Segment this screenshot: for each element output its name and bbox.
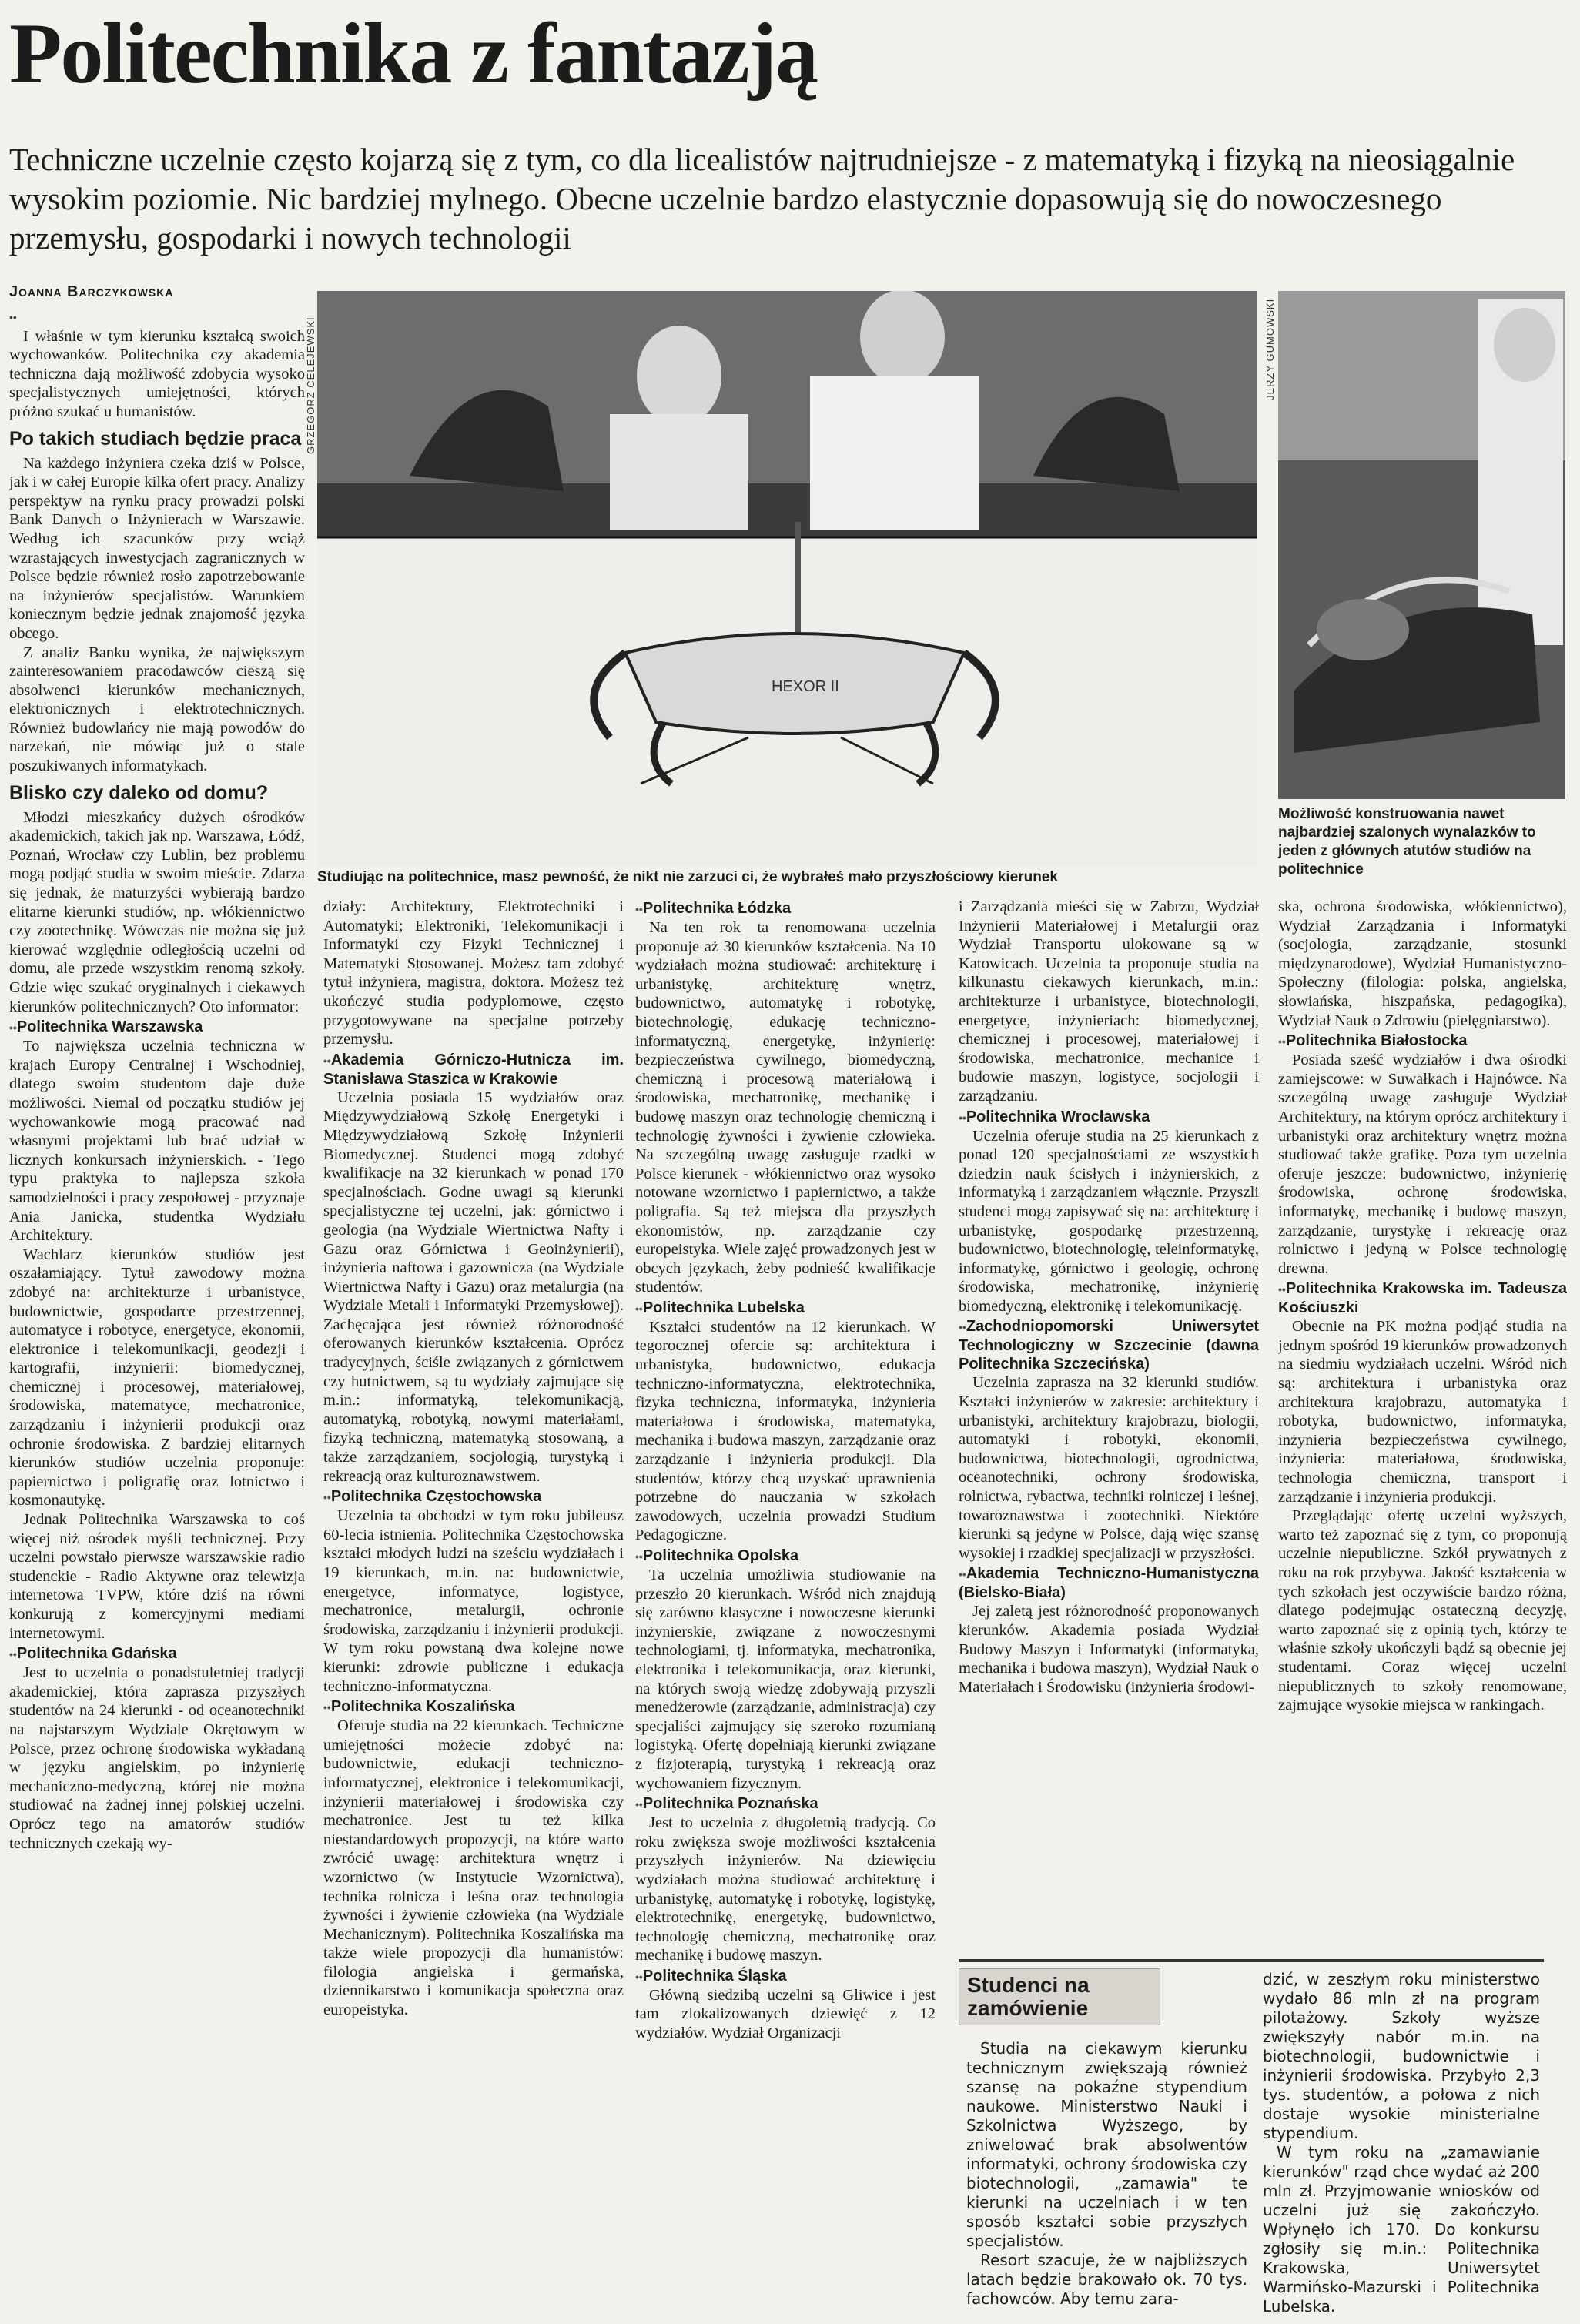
university-heading: •• Politechnika Opolska [635,1547,936,1566]
paragraph: Studia na ciekawym kierunku technicznym zwiększają również szansę na pokaźne stypendium naukowe. Ministerstwo Nauki i Szkolnictwa Wyższego, by zniwelować brak absolwentów informatyki, ochrony środowiska czy biotechnologii, „zamawia" te kierunki na uczelniach i w ten sposób kształci sobie przyszłych specjalistów. [966,2039,1247,2250]
paragraph: Z analiz Banku wynika, że największym zainteresowaniem pracodawców cieszą się absolwenci kierunków mechanicznych, elektronicznych i elektrotechnicznych. Również budowlańcy nie mają powodów do narzekań, nie mówiąc już o stale poszukiwanych informatykach. [9,644,305,775]
article-lead: Techniczne uczelnie często kojarzą się z tym, co dla licealistów najtrudniejsze - z matematyką i fizyką na nieosiągalnie wysokim poziomie. Nic bardziej mylnego. Obecne uczelnie bardzo elastycznie dopasowują się do nowoczesnego przemysłu, gospodarki i nowych technologii [9,142,1515,256]
paragraph: Główną siedzibą uczelni są Gliwice i jest tam zlokalizowanych dziewięć z 12 wydziałów. Wydział Organizacji [635,1986,936,2042]
column-2 [323,898,624,2322]
bullet-dots: •• [9,311,17,323]
university-heading: •• Akademia Górniczo-Hutnicza im. Stanisława Staszica w Krakowie [323,1051,624,1088]
main-photo [317,291,1257,867]
article-headline: Politechnika z fantazją [9,6,817,102]
paragraph: W tym roku na „zamawianie kierunków" rząd chce wydać aż 200 mln zł. Przyjmowanie wniosków od uczelni już się zakończyło. Wpłynęło ich 170. Do konkursu zgłosiły się m.in.: Politechnika Krakowska, Uniwersytet Warmińsko-Mazurski i Politechnika Lubelska. [1263,2143,1540,2316]
university-heading: •• Politechnika Białostocka [1278,1032,1567,1051]
sidebar-box [959,1959,1544,2324]
robot-photo-illustration [317,291,1257,867]
university-heading: •• Zachodniopomorski Uniwersytet Technologiczny w Szczecinie (dawna Politechnika Szczecińska) [959,1317,1259,1373]
university-heading: •• Politechnika Lubelska [635,1299,936,1318]
paragraph: Jest to uczelnia o ponadstuletniej tradycji akademickiej, która zaprasza przyszłych studentów na 24 kierunki - od oceanotechniki na najstarszym Wydziale Okrętowym w Polsce, przez ochronę środowiska wykładaną w języku angielskim, po inżynierię mechaniczno-medyczną, której nie można studiować na żadnej innej polskiej uczelni. Oprócz tego na amatorów studiów technicznych czekają wy- [9,1664,305,1852]
paragraph: Oferuje studia na 22 kierunkach. Techniczne umiejętności możecie zdobyć na: budownictwie, edukacji techniczno-informatycznej, elektronice i telekomunikacji, inżynierii materiałowej i środowiska czy mechatronice. Jest tu też kilka niestandardowych propozycji, na które warto zwrócić uwagę: architektura wnętrz i wzornictwo (w Instytucie Wzornictwa), technika rolnicza i leśna oraz technologia żywności i żywienie człowieka (na Wydziale Mechanicznym). Politechnika Koszalińska ma także wiele propozycji dla humanistów: filologia angielska i germańska, dziennikarstwo i komunikacja społeczna oraz europeistyka. [323,1717,624,2019]
paragraph: Uczelnia ta obchodzi w tym roku jubileusz 60-lecia istnienia. Politechnika Częstochowska kształci młodych ludzi na sześciu wydziałach i 19 kierunkach, m.in. na: budownictwie, energetyce, informatyce, logistyce, mechatronice, metalurgii, ochronie środowiska, zarządzaniu i inżynierii produkcji. W tym roku powstaną dwa kolejne nowe kierunki: zdrowie publiczne i edukacja techniczno-informatyczna. [323,1507,624,1695]
main-photo-caption: Studiując na politechnice, masz pewność, że nikt nie zarzuci ci, że wybrałeś mało przyszłościowy kierunek [317,869,1058,885]
paragraph: Kształci studentów na 12 kierunkach. W tegorocznej ofercie są: architektura i urbanistyka, budownictwo, edukacja techniczno-informatyczna, elektrotechnika, fizyka techniczna, informatyka, inżynieria materiałowa i środowiska, matematyka, mechanika i budowa maszyn, zarządzanie oraz zarządzanie i inżynieria produkcji. Dla studentów, którzy chcą uzyskać uprawnienia potrzebne do nauczania w szkołach zawodowych, uczelnia prowadzi Studium Pedagogiczne. [635,1318,936,1544]
paragraph: Posiada sześć wydziałów i dwa ośrodki zamiejscowe: w Suwałkach i Hajnówce. Na szczególną uwagę zasługuje Wydział Architektury, na którym oprócz architektury i urbanistyki oraz architektury wnętrz można studiować także grafikę. Poza tym uczelnia oferuje jeszcze: budownictwo, inżynierię środowiska, ochronę środowiska, informatykę, mechanikę i budowę maszyn, zarządzanie, turystykę i rekreację oraz rolnictwo i jedyną w Polsce technologię drewna. [1278,1052,1567,1277]
paragraph: To największa uczelnia techniczna w krajach Europy Centralnej i Wschodniej, dlatego swoim studentom daje duże możliwości. Niemal od początku studiów jej wychowankowie mogą pracować nad własnymi projektami lub brać udział w licznych konkursach inżynierskich. - Tego typu praktyka to najlepsza szkoła samodzielności i pracy zespołowej - przyznaje Ania Janicka, studentka Wydziału Architektury. [9,1038,305,1245]
paragraph: Uczelnia oferuje studia na 25 kierunkach z ponad 120 specjalnościami ze wszystkich dziedzin nauk ścisłych i inżynierskich, z informatyką i zarządzaniem włącznie. Przyszli studenci mogą zapisywać się na: architekturę i urbanistykę, gospodarkę przestrzenną, budownictwo, biotechnologię, teleinformatykę, informatykę, górnictwo i geologię, ochronę środowiska, mechatronikę, inżynierię biomedyczną, elektronikę i telekomunikację. [959,1127,1259,1315]
paragraph: Jednak Politechnika Warszawska to coś więcej niż ośrodek myśli technicznej. Przy uczelni powstało pierwsze warszawskie radio studenckie - Radio Aktywne oraz telewizja internetowa TVPW, które dziś na równi konkurują z komercyjnymi mediami internetowymi. [9,1511,305,1642]
paragraph: działy: Architektury, Elektrotechniki i Automatyki; Elektroniki, Telekomunikacji i Informatyki czy Fizyki Technicznej i Matematyki Stosowanej. Możesz tam zdobyć tytuł inżyniera, magistra, doktora. Możesz też ukończyć studia podyplomowe, często przygotowywane na specjalne potrzeby przemysłu. [323,898,624,1048]
paragraph: ska, ochrona środowiska, włókiennictwo), Wydział Zarządzania i Informatyki (socjologia, zarządzanie, stosunki międzynarodowe), Wydział Humanistyczno-Społeczny (filologia: polska, angielska, słowiańska, hiszpańska, pedagogika), Wydział Nauk o Zdrowiu (pielęgniarstwo). [1278,898,1567,1029]
university-heading: •• Politechnika Koszalińska [323,1697,624,1717]
university-heading: •• Akademia Techniczno-Humanistyczna (Bielsko-Biała) [959,1564,1259,1602]
paragraph: Wachlarz kierunków studiów jest oszałamiający. Tytuł zawodowy można zdobyć na: architekturze i urbanistyce, budownictwie, gospodarce przestrzennej, automatyce i robotyce, energetyce, ekonomii, elektronice i telekomunikacji, geodezji i kartografii, inżynierii: biomedycznej, chemicznej i procesowej, materiałowej, środowiska, matematyce, mechatronice, zarządzaniu i inżynierii produkcji oraz ochronie środowiska. Z bardziej elitarnych kierunków studiów uczelnia proponuje: papiernictwo i poligrafię oraz lotnictwo i kosmonautykę. [9,1246,305,1510]
intro-paragraph: I właśnie w tym kierunku kształcą swoich wychowanków. Politechnika czy akademia techniczna dają możliwość zdobycia wysoko specjalistycznych umiejętności, których próżno szukać u humanistów. [9,327,305,420]
paragraph: Uczelnia posiada 15 wydziałów oraz Międzywydziałową Szkołę Energetyki i Międzywydziałową Szkołę Inżynierii Biomedycznej. Studenci mogą zdobyć kwalifikacje na 32 kierunkach w ponad 170 specjalnościach. Godne uwagi są kierunki specjalistyczne tej uczelni, jak: górnictwo i geologia (na Wydziale Wiertnictwa Nafty i Gazu oraz Górnictwa i Geoinżynierii), inżynieria naftowa i gazownicza (na Wydziale Wiertnictwa Nafty i Gazu) oraz metalurgia (na Wydziale Metali i Informatyki Przemysłowej). Zachęcająca jest również różnorodność oferowanych kierunków kształcenia. Oprócz tradycyjnych, ściśle związanych z górnictwem czy hutnictwem, są tu wydziały zajmujące się m.in.: informatyką, telekomunikacją, automatyką, robotyką, nowymi materiałami, fizyką techniczną, matematyką stosowaną, a także zarządzaniem, socjologią, turystyką i rekreacją oraz kulturoznawstwem. [323,1088,624,1485]
paragraph: Resort szacuje, że w najbliższych latach będzie brakowało ok. 70 tys. fachowców. Aby temu zara- [966,2251,1247,2308]
robot-label: HEXOR II [772,678,839,695]
paragraph: Na ten rok ta renomowana uczelnia proponuje aż 30 kierunków kształcenia. Na 10 wydziałach można studiować: architekturę i urbanistykę, architekturę wnętrz, budownictwo, automatykę i robotykę, biotechnologię, edukację techniczno-informatyczną, energetykę, inżynierię: bezpieczeństwa cywilnego, biomedyczną, chemiczną i procesową materiałową i środowiska, mechatronikę, mechanikę i budowę maszyn oraz technologię chemiczną i technologię żywności i żywienie człowieka. Na szczególną uwagę zasługuje rzadki w Polsce kierunek - włókiennictwo oraz wysoko notowane wzornictwo i papiernictwo, a także poligrafia. Są też miejsca dla przyszłych ekonomistów, np. zarządzanie czy europeistyka. Wiele zajęć prowadzonych jest w obcych językach, żeby podnieść kwalifikacje studentów. [635,919,936,1296]
paragraph: Obecnie na PK można podjąć studia na jednym spośród 19 kierunków prowadzonych na siedmiu wydziałach uczelni. Wśród nich są: architektura i urbanistyka oraz architektura krajobrazu, automatyka i robotyka, budownictwo, informatyka, inżynieria bezpieczeństwa cywilnego, inżynieria: materiałowa, środowiska, technologia chemiczna, transport i zarządzanie i inżynieria produkcji. [1278,1318,1567,1506]
paragraph: i Zarządzania mieści się w Zabrzu, Wydział Inżynierii Materiałowej i Metalurgii oraz Wydział Transportu ulokowane są w Katowicach. Uczelnia ta proponuje studia na kilkunastu ciekawych kierunkach, m.in.: architekturze i urbanistyce, biotechnologii, energetyce, inżynieriach: biomedycznej, chemicznej i procesowej, materiałowej i środowiska, mechatronice, mechanice i budowie maszyn, logistyce, socjologii i zarządzaniu. [959,898,1259,1105]
university-heading: •• Politechnika Warszawska [9,1018,305,1037]
photo-credit: JERZY GUMOWSKI [1264,298,1276,400]
paragraph: Uczelnia zaprasza na 32 kierunki studiów. Kształci inżynierów w zakresie: architektury i urbanistyki, architektury krajobrazu, biologii, automatyki i robotyki, ekonomii, budownictwa, biotechnologii, ogrodnictwa, oceanotechniki, ochrony środowiska, rolnictwa, rybactwa, techniki rolniczej i leśnej, towaroznawstwa i zootechniki. Niektóre kierunki są jedyne w Polsce, dają więc szansę wysokiej i rzadkiej specjalizacji w przyszłości. [959,1374,1259,1562]
paragraph: dzić, w zeszłym roku ministerstwo wydało 86 mln zł na program pilotażowy. Szkoły wyższe zwiększyły nabór m.in. na biotechnologii, budownictwie i inżynierii środowiska. Przybyło 2,3 tys. studentów, a połowa z nich dostaje wysokie ministerialne stypendium. [1263,1970,1540,2142]
paragraph: Na każdego inżyniera czeka dziś w Polsce, jak i w całej Europie kilka ofert pracy. Analizy perspektyw na rynku pracy prowadzi polski Bank Danych o Inżynierach w Warszawie. Według ich szacunków przy wciąż wzrastających inwestycjach zagranicznych w Polsce będzie również rosło zapotrzebowanie na inżynierów specjalistów. Warunkiem koniecznym będzie jednak znajomość języka obcego. [9,454,305,642]
university-heading: •• Politechnika Śląska [635,1967,936,1986]
sidebar-left-column [966,2039,1247,2320]
column-4 [959,898,1259,1952]
university-heading: •• Politechnika Gdańska [9,1644,305,1664]
inventor-photo-illustration [1278,291,1565,799]
university-heading: •• Politechnika Wrocławska [959,1108,1259,1127]
subheading-dom: Blisko czy daleko od domu? [9,781,269,804]
side-photo-caption: Możliwość konstruowania nawet najbardziej szalonych wynalazków to jeden z głównych atutów studiów na politechnice [1278,806,1536,878]
university-heading: •• Politechnika Łódzka [635,899,936,918]
column-3 [635,898,936,2322]
paragraph: Młodzi mieszkańcy dużych ośrodków akademickich, takich jak np. Warszawa, Łódź, Poznań, Wrocław czy Lublin, bez problemu mogą podjąć studia w swoim mieście. Zdarza się jednak, że maturzyści wybierają bardzo elitarne kierunki studiów, np. włókiennictwo czy zootechnikę. Wówczas nie można się już kierować względnie odległością uczelni od domu, ale przede wszystkim renomą szkoły. Gdzie więc szukać oryginalnych i ciekawych kierunków politechnicznych? Oto informator: [9,808,305,1015]
column-1 [9,308,305,2321]
side-photo [1278,291,1565,799]
subheading-praca: Po takich studiach będzie praca [9,427,302,450]
university-heading: •• Politechnika Krakowska im. Tadeusza Kościuszki [1278,1279,1567,1317]
paragraph: Ta uczelnia umożliwia studiowanie na przeszło 20 kierunkach. Wśród nich znajdują się zarówno klasyczne i nowoczesne kierunki inżynierskie, związane z nowoczesnymi technologiami, tj. informatyka, mechatronika, elektronika i telekomunikacja, oraz kierunki, na których swoją wiedzę zdobywają przyszli menedżerowie (zarządzanie, administracja) czy specjaliści zajmujący się szeroko rozumianą logistyką. Ofertę dopełniają kierunki związane z fizjoterapią, turystyką i rekreacją oraz wychowaniem fizycznym. [635,1567,936,1792]
sidebar-title: Studenci na zamówienie [959,1968,1160,2025]
university-heading: •• Politechnika Poznańska [635,1794,936,1814]
paragraph: Jest to uczelnia z długoletnią tradycją. Co roku zwiększa swoje możliwości kształcenia przyszłych inżynierów. Na dziewięciu wydziałach można studiować architekturę i urbanistykę, automatykę i robotykę, logistykę, elektrotechnikę, energetykę, budownictwo, technologię chemiczną, mechatronikę oraz mechanikę i budowę maszyn. [635,1814,936,1965]
university-heading: •• Politechnika Częstochowska [323,1487,624,1506]
paragraph: Jej zaletą jest różnorodność proponowanych kierunków. Akademia posiada Wydział Budowy Maszyn i Informatyki (informatyka, mechanika i budowa maszyn), Wydział Nauk o Materiałach i Środowisku (inżynieria środowi- [959,1603,1259,1696]
paragraph: Przeglądając ofertę uczelni wyższych, warto też zapoznać się z tym, co proponują uczelnie niepubliczne. Szkół prywatnych z roku na rok przybywa. Jakość kształcenia w tych szkołach jest oczywiście bardzo różna, dlatego podejmując ostateczną decyzję, warto zapoznać się z opinią tych, którzy te właśnie szkoły ukończyli bądź są obecnie jej studentami. Coraz więcej uczelni niepublicznych to szkoły renomowane, zajmujące wysokie miejsca w rankingach. [1278,1507,1567,1714]
byline: Joanna Barczykowska [9,283,174,300]
photo-credit: GRZEGORZ CELEJEWSKI [305,316,316,454]
sidebar-right-column [1263,1970,1540,2320]
column-5 [1278,898,1567,1952]
